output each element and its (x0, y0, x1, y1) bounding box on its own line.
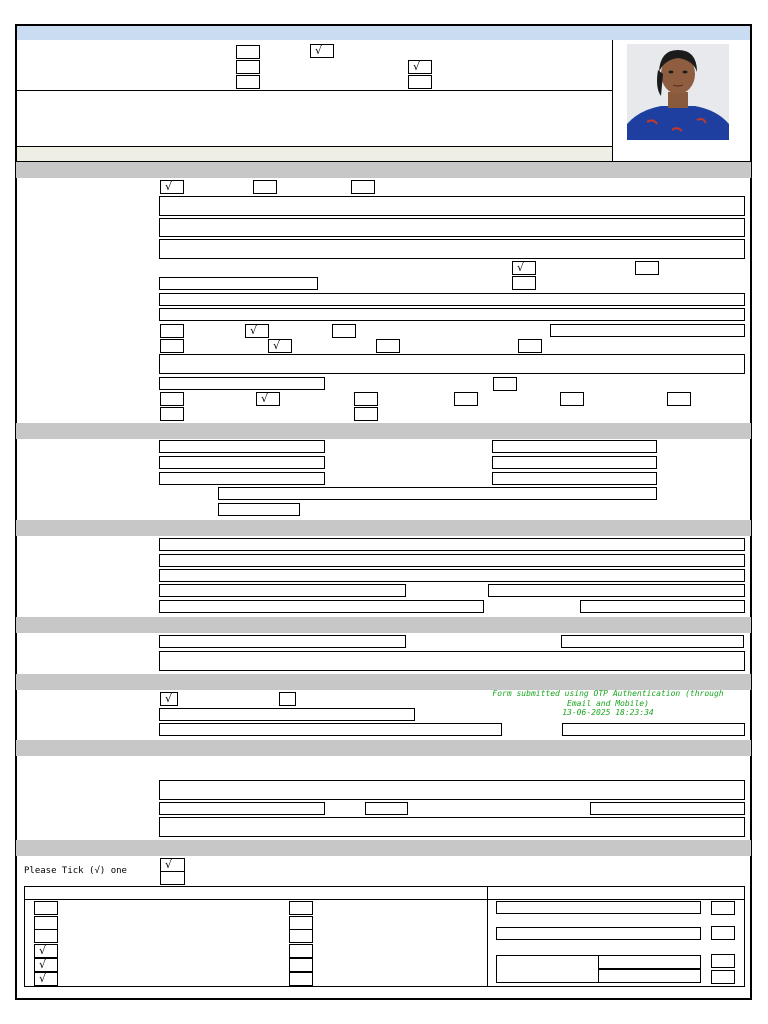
header-checkbox-1[interactable] (236, 45, 260, 59)
s6-field-5[interactable] (159, 817, 745, 837)
tick-prompt: Please Tick (√) one (24, 866, 127, 876)
s1-field-4[interactable] (159, 277, 318, 290)
s1-checkbox-n[interactable] (493, 377, 517, 391)
s1-checkbox-f[interactable] (512, 276, 536, 290)
s2-field-8[interactable] (218, 503, 300, 516)
header-divider (17, 90, 612, 91)
bottom-table-divider (487, 886, 488, 987)
bt-right-checkbox-3[interactable] (711, 954, 735, 968)
s5-field-1[interactable] (159, 708, 415, 721)
section-band-4 (16, 617, 751, 633)
s1-checkbox-m[interactable] (518, 339, 542, 353)
s1-checkbox-d[interactable]: √ (512, 261, 536, 275)
s1-checkbox-v[interactable] (354, 407, 378, 421)
s3-field-2[interactable] (159, 554, 745, 567)
header-checkbox-3[interactable] (236, 60, 260, 74)
s2-field-1[interactable] (159, 440, 325, 453)
bt-left-checkbox-2[interactable] (34, 916, 58, 930)
s1-checkbox-a[interactable]: √ (160, 180, 184, 194)
bt-right-field-4[interactable] (598, 955, 701, 969)
bt-left-checkbox-1[interactable] (34, 901, 58, 915)
otp-notice: Form submitted using OTP Authentication (through Email and Mobile) (492, 689, 724, 708)
bt-right-field-5[interactable] (598, 969, 701, 983)
s1-checkbox-q[interactable] (354, 392, 378, 406)
bt-right-checkbox-1[interactable] (711, 901, 735, 915)
s1-field-7[interactable] (550, 324, 745, 337)
bt-right-field-2[interactable] (496, 927, 701, 940)
s2-field-7[interactable] (218, 487, 657, 500)
s5-checkbox-a[interactable]: √ (160, 692, 178, 706)
s3-field-6[interactable] (159, 600, 484, 613)
s1-field-1[interactable] (159, 196, 745, 216)
s6-field-1[interactable] (159, 780, 745, 800)
s6-field-4[interactable] (590, 802, 745, 815)
s1-checkbox-u[interactable] (160, 407, 184, 421)
s1-checkbox-g[interactable] (160, 324, 184, 338)
s1-checkbox-s[interactable] (560, 392, 584, 406)
bottom-table-header-line (24, 899, 745, 900)
section-band-7 (16, 840, 751, 856)
bt-right-checkbox-2[interactable] (711, 926, 735, 940)
form-header-band (17, 26, 750, 40)
s1-checkbox-j[interactable] (160, 339, 184, 353)
s1-field-6[interactable] (159, 308, 745, 321)
s1-field-5[interactable] (159, 293, 745, 306)
header-checkbox-2[interactable]: √ (310, 44, 334, 58)
bt-mid-checkbox-4[interactable] (289, 944, 313, 958)
s1-checkbox-c[interactable] (351, 180, 375, 194)
section-band-6 (16, 740, 751, 756)
s3-field-1[interactable] (159, 538, 745, 551)
s1-checkbox-p[interactable]: √ (256, 392, 280, 406)
section-band-3 (16, 520, 751, 536)
s3-field-3[interactable] (159, 569, 745, 582)
s2-field-6[interactable] (492, 472, 657, 485)
bt-right-checkbox-4[interactable] (711, 970, 735, 984)
bt-mid-checkbox-2[interactable] (289, 916, 313, 930)
applicant-photo (627, 44, 729, 140)
tick-choice-yes[interactable]: √ (160, 858, 185, 872)
photo-cell-divider (612, 40, 613, 162)
bt-left-checkbox-5[interactable]: √ (34, 958, 58, 972)
s5-field-3[interactable] (562, 723, 745, 736)
s3-field-4[interactable] (159, 584, 406, 597)
s1-field-3[interactable] (159, 239, 745, 259)
s1-checkbox-l[interactable] (376, 339, 400, 353)
submission-timestamp: 13-06-2025 18:23:34 (562, 708, 654, 717)
s6-field-2[interactable] (159, 802, 325, 815)
bt-mid-checkbox-5[interactable] (289, 958, 313, 972)
s1-checkbox-b[interactable] (253, 180, 277, 194)
bt-mid-checkbox-6[interactable] (289, 972, 313, 986)
s1-field-2[interactable] (159, 218, 745, 237)
s1-checkbox-o[interactable] (160, 392, 184, 406)
bt-right-field-3[interactable] (496, 955, 599, 983)
s5-checkbox-b[interactable] (279, 692, 296, 706)
bt-mid-checkbox-3[interactable] (289, 929, 313, 943)
section-band-5 (16, 674, 751, 690)
s4-field-3[interactable] (159, 651, 745, 671)
s2-field-2[interactable] (492, 440, 657, 453)
header-checkbox-5[interactable] (236, 75, 260, 89)
name-strip (17, 146, 612, 161)
s1-checkbox-t[interactable] (667, 392, 691, 406)
s2-field-4[interactable] (492, 456, 657, 469)
s1-checkbox-k[interactable]: √ (268, 339, 292, 353)
s2-field-3[interactable] (159, 456, 325, 469)
s3-field-5[interactable] (488, 584, 745, 597)
s4-field-1[interactable] (159, 635, 406, 648)
bt-left-checkbox-3[interactable] (34, 929, 58, 943)
bt-left-checkbox-6[interactable]: √ (34, 972, 58, 986)
s1-checkbox-e[interactable] (635, 261, 659, 275)
s6-field-3[interactable] (365, 802, 408, 815)
s5-field-2[interactable] (159, 723, 502, 736)
s1-field-9[interactable] (159, 377, 325, 390)
s1-field-8[interactable] (159, 354, 745, 374)
bt-right-field-1[interactable] (496, 901, 701, 914)
tick-choice-no[interactable] (160, 871, 185, 885)
header-checkbox-4[interactable]: √ (408, 60, 432, 74)
s4-field-2[interactable] (561, 635, 744, 648)
s2-field-5[interactable] (159, 472, 325, 485)
section-band-2 (16, 423, 751, 439)
s3-field-7[interactable] (580, 600, 745, 613)
s1-checkbox-h[interactable]: √ (245, 324, 269, 338)
header-checkbox-6[interactable] (408, 75, 432, 89)
bt-mid-checkbox-1[interactable] (289, 901, 313, 915)
bt-left-checkbox-4[interactable]: √ (34, 944, 58, 958)
s1-checkbox-r[interactable] (454, 392, 478, 406)
s1-checkbox-i[interactable] (332, 324, 356, 338)
section-band-1 (16, 162, 751, 178)
